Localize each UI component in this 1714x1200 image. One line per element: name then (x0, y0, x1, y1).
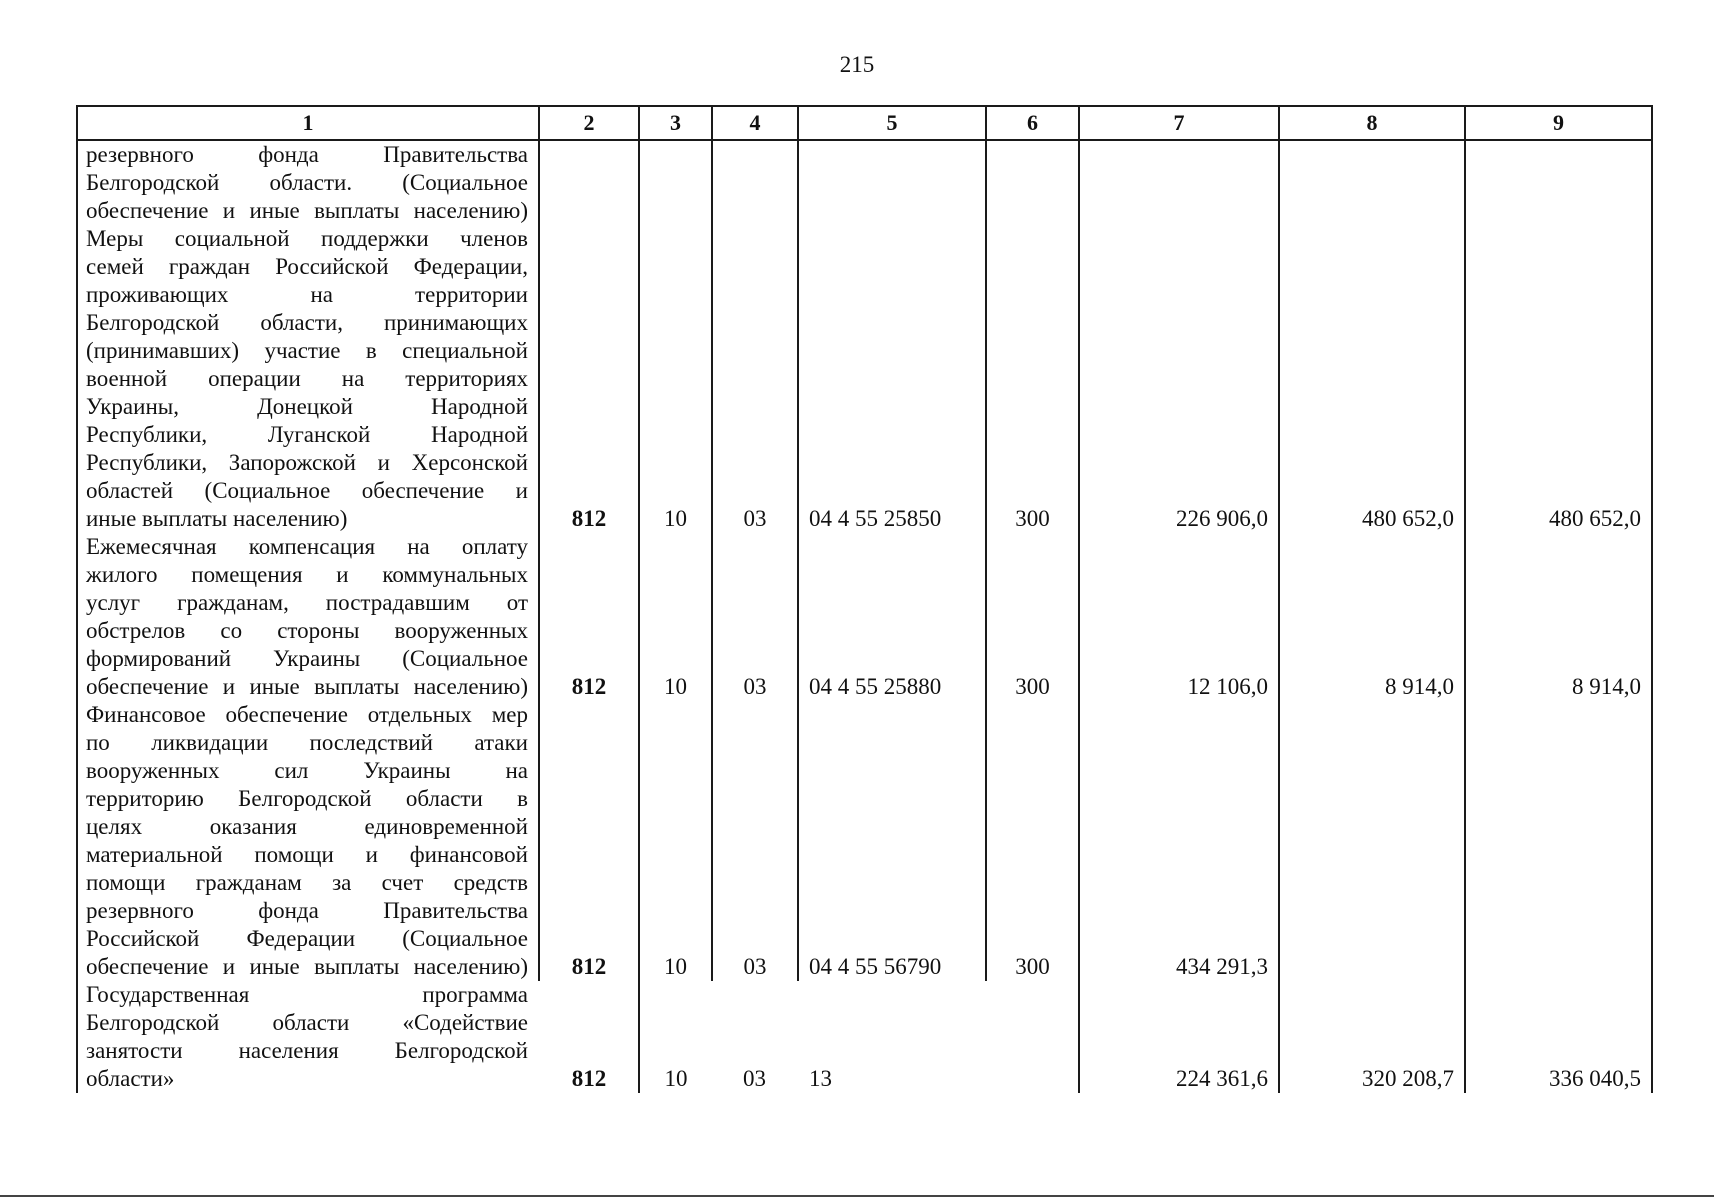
cell-col-6: 300 (986, 533, 1079, 701)
cell-col-9: 336 040,5 (1465, 981, 1652, 1093)
cell-col-4: 03 (712, 701, 798, 981)
cell-col-3: 10 (639, 225, 712, 533)
name-line: проживающих на территории (86, 282, 528, 307)
name-line: помощи гражданам за счет средств (86, 870, 528, 895)
name-line: Российской Федерации (Социальное (86, 926, 528, 951)
cell-col-3: 10 (639, 533, 712, 701)
cell-col-9: 8 914,0 (1465, 533, 1652, 701)
cell-col-6 (986, 981, 1079, 1093)
page-number: 215 (839, 52, 875, 77)
budget-table (76, 105, 1653, 1093)
name-line: иные выплаты населению) (86, 506, 348, 531)
name-line: Меры социальной поддержки членов (86, 226, 528, 251)
cell-col-4 (712, 140, 798, 225)
name-line: обеспечение и иные выплаты населению) (86, 198, 528, 223)
name-line: Финансовое обеспечение отдельных мер (86, 702, 528, 727)
cell-col-9: 480 652,0 (1465, 225, 1652, 533)
name-line: услуг гражданам, пострадавшим от (86, 590, 528, 615)
name-line: вооруженных сил Украины на (86, 758, 528, 783)
name-line: территорию Белгородской области в (86, 786, 528, 811)
table-row (77, 701, 1652, 981)
name-line: обеспечение и иные выплаты населению) (86, 674, 528, 699)
name-line: (принимавших) участие в специальной (86, 338, 528, 363)
cell-col-7: 434 291,3 (1079, 701, 1279, 981)
cell-col-7: 224 361,6 (1079, 981, 1279, 1093)
header-row (77, 106, 1652, 140)
header-col-1: 1 (77, 106, 539, 140)
table-row (77, 533, 1652, 701)
row-name (77, 140, 539, 225)
cell-col-7: 12 106,0 (1079, 533, 1279, 701)
table-row (77, 225, 1652, 533)
name-line: занятости населения Белгородской (86, 1038, 528, 1063)
cell-col-5: 04 4 55 25850 (798, 225, 986, 533)
row-name (77, 981, 539, 1093)
header-col-2: 2 (539, 106, 639, 140)
cell-col-6 (986, 140, 1079, 225)
header-col-5: 5 (798, 106, 986, 140)
cell-col-3 (639, 140, 712, 225)
cell-col-8: 8 914,0 (1279, 533, 1465, 701)
cell-col-9 (1465, 140, 1652, 225)
cell-col-8 (1279, 701, 1465, 981)
table-row (77, 140, 1652, 225)
name-line: областей (Социальное обеспечение и (86, 478, 528, 503)
name-line: Ежемесячная компенсация на оплату (86, 534, 528, 559)
cell-col-7: 226 906,0 (1079, 225, 1279, 533)
cell-col-4: 03 (712, 225, 798, 533)
name-line: по ликвидации последствий атаки (86, 730, 528, 755)
cell-col-2: 812 (539, 981, 639, 1093)
cell-col-3: 10 (664, 1066, 688, 1091)
cell-col-9 (1465, 701, 1652, 981)
cell-col-5: 13 (809, 1066, 832, 1091)
name-line: Белгородской области, принимающих (86, 310, 528, 335)
cell-col-6: 300 (986, 225, 1079, 533)
cell-col-5: 04 4 55 25880 (798, 533, 986, 701)
name-line: резервного фонда Правительства (86, 898, 528, 923)
name-line: целях оказания единовременной (86, 814, 528, 839)
name-line: Украины, Донецкой Народной (86, 394, 528, 419)
table-row (77, 981, 1652, 1093)
header-col-4: 4 (712, 106, 798, 140)
name-line: обстрелов со стороны вооруженных (86, 618, 528, 643)
cell-col-2 (539, 140, 639, 225)
name-line: Республики, Луганской Народной (86, 422, 528, 447)
name-line: материальной помощи и финансовой (86, 842, 528, 867)
header-col-7: 7 (1079, 106, 1279, 140)
name-line: семей граждан Российской Федерации, (86, 254, 528, 279)
row-name (77, 701, 539, 981)
header-col-8: 8 (1279, 106, 1465, 140)
cell-col-4: 03 (712, 533, 798, 701)
header-col-9: 9 (1465, 106, 1652, 140)
header-col-6: 6 (986, 106, 1079, 140)
name-line: Белгородской области. (Социальное (86, 170, 528, 195)
row-name (77, 225, 539, 533)
cell-col-7 (1079, 140, 1279, 225)
header-col-3: 3 (639, 106, 712, 140)
name-line: Республики, Запорожской и Херсонской (86, 450, 528, 475)
cell-col-8 (1279, 140, 1465, 225)
name-line: формирований Украины (Социальное (86, 646, 528, 671)
row-name (77, 533, 539, 701)
cell-col-2: 812 (539, 225, 639, 533)
name-line: Белгородской области «Содействие (86, 1010, 528, 1035)
name-line: резервного фонда Правительства (86, 142, 528, 167)
cell-col-8: 320 208,7 (1279, 981, 1465, 1093)
cell-col-5 (798, 140, 986, 225)
name-line: Государственная программа (86, 982, 528, 1007)
cell-col-5: 04 4 55 56790 (798, 701, 986, 981)
cell-col-8: 480 652,0 (1279, 225, 1465, 533)
cell-col-2: 812 (539, 533, 639, 701)
cell-col-3: 10 (639, 701, 712, 981)
cell-col-2: 812 (539, 701, 639, 981)
name-line: военной операции на территориях (86, 366, 528, 391)
page-bottom-rule (0, 1195, 1714, 1197)
name-line: жилого помещения и коммунальных (86, 562, 528, 587)
cell-col-6: 300 (986, 701, 1079, 981)
name-line: обеспечение и иные выплаты населению) (86, 954, 528, 979)
name-line: области» (86, 1066, 175, 1091)
cell-col-4: 03 (743, 1066, 766, 1091)
